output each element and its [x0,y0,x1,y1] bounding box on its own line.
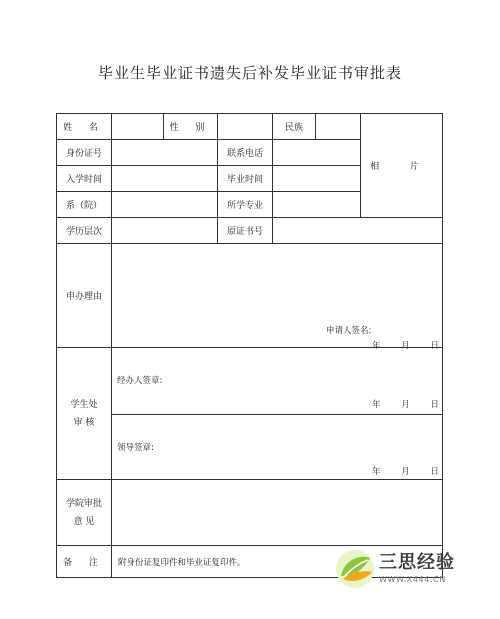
ethnicity-field[interactable] [316,114,361,140]
original-cert-no-field[interactable] [273,218,443,244]
watermark-url: WWW.X444.CN [379,575,446,584]
remark-label: 备 注 [57,546,112,578]
gender-field[interactable] [218,114,273,140]
student-office-label-line2: 审 核 [73,417,95,428]
photo-box: 相 片 [361,114,443,218]
name-field[interactable] [112,114,164,140]
applicant-date: 年 月 日 [372,341,439,351]
gender-label: 性 别 [164,114,218,140]
apply-reason-field[interactable] [112,244,443,351]
approval-form-table [56,113,443,578]
student-office-review-cell [112,348,443,480]
leader-section[interactable] [112,415,442,479]
student-office-label-line1: 学生处 [70,399,98,410]
enroll-time-label: 入学时间 [57,166,112,192]
applicant-signature-label: 申请人签名: [326,326,372,336]
enroll-time-field[interactable] [112,166,218,192]
college-approval-field[interactable] [112,480,443,546]
graduate-time-label: 毕业时间 [218,166,273,192]
college-approval-label [57,480,112,546]
college-approval-label-line2: 意 见 [73,516,95,527]
department-label: 系（院） [57,192,112,218]
college-approval-label-line1: 学院审批 [65,498,102,509]
phone-field[interactable] [273,140,361,166]
phone-label: 联系电话 [218,140,273,166]
graduate-time-field[interactable] [273,166,361,192]
form-title: 毕业生毕业证书遗失后补发毕业证书审批表 [97,64,402,82]
handler-date: 年 月 日 [372,400,439,410]
education-level-field[interactable] [112,218,218,244]
education-level-label: 学历层次 [57,218,112,244]
handler-signature-label: 经办人签章: [117,376,163,386]
ethnicity-label: 民族 [273,114,316,140]
leader-date: 年 月 日 [372,467,439,477]
id-number-label: 身份证号 [57,140,112,166]
major-field[interactable] [273,192,361,218]
leader-signature-label: 领导签章: [117,443,154,453]
watermark [332,542,492,606]
handler-section[interactable] [112,348,442,415]
name-label: 姓 名 [57,114,112,140]
student-office-label [57,348,112,480]
watermark-brand: 三思经验 [379,552,455,573]
original-cert-no-label: 原证书号 [218,218,273,244]
major-label: 所学专业 [218,192,273,218]
department-field[interactable] [112,192,218,218]
leaf-logo-icon [332,546,378,592]
remark-text: 附身份证复印件和毕业证复印件。 [112,546,443,578]
apply-reason-label: 申办理由 [57,244,112,348]
id-number-field[interactable] [112,140,218,166]
